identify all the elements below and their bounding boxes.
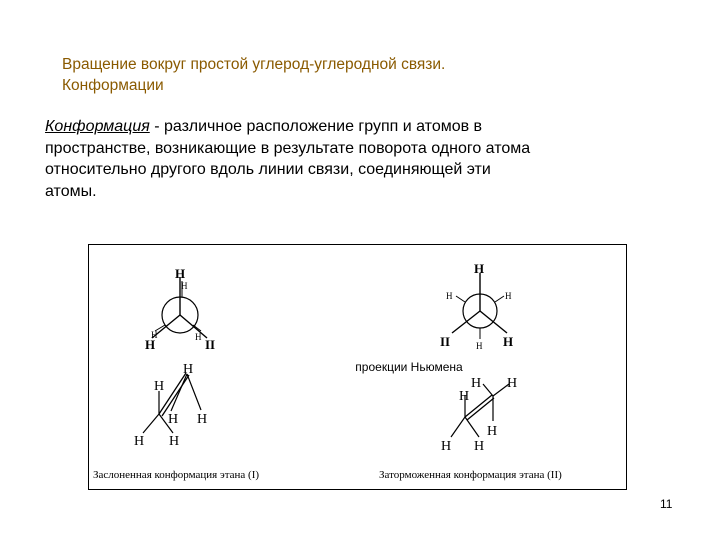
atom-label: H	[446, 291, 453, 301]
atom-label-roman: II	[205, 337, 216, 352]
slide-title	[62, 54, 662, 96]
atom-label: H	[474, 261, 485, 276]
bond	[452, 311, 480, 333]
bond-c-c	[162, 375, 189, 416]
atom-label: H	[471, 376, 482, 391]
atom-label: H	[507, 376, 518, 391]
atom-label: H	[145, 337, 156, 352]
atom-label: H	[505, 291, 512, 301]
newman-projection-eclipsed	[145, 266, 215, 352]
definition-line-4: атомы.	[45, 182, 97, 200]
newman-projection-caption: проекции Ньюмена	[355, 360, 463, 374]
atom-label: H	[459, 389, 470, 404]
title-line-1: Вращение вокруг простой углерод-углеродной связи.	[62, 56, 446, 73]
definition-line-3: относительно другого вдоль линии связи, соединяющей эти	[45, 161, 491, 178]
atom-label: H	[476, 341, 483, 351]
atom-label: H	[195, 332, 202, 342]
conformation-figure	[88, 244, 627, 490]
newman-projection-staggered	[440, 261, 513, 351]
definition-line-1-text: - различное расположение групп и атомов в	[149, 118, 483, 135]
bond	[187, 374, 201, 410]
bond	[465, 417, 479, 437]
bond	[483, 384, 493, 396]
definition-paragraph	[45, 116, 685, 202]
atom-label: H	[197, 412, 208, 427]
atom-label: H	[175, 266, 186, 281]
atom-label: H	[169, 434, 180, 449]
definition-line-1	[45, 116, 685, 138]
bond	[456, 296, 465, 302]
title-line-2: Конформации	[62, 77, 164, 94]
atom-label: H	[151, 330, 158, 340]
bond	[480, 311, 507, 333]
bond-c-c	[467, 398, 494, 420]
definition-line-2: пространстве, возникающие в результате поворота одного атома	[45, 139, 531, 157]
definition-term: Конформация	[45, 118, 150, 135]
atom-label: H	[181, 281, 188, 291]
atom-label-roman: II	[440, 334, 451, 349]
sawhorse-staggered	[441, 376, 517, 454]
bond	[451, 417, 465, 437]
atom-label: H	[154, 379, 165, 394]
page-number: 11	[660, 497, 673, 511]
sawhorse-eclipsed	[134, 362, 207, 449]
atom-label: H	[503, 334, 514, 349]
atom-label: H	[441, 439, 452, 454]
atom-label: H	[487, 424, 498, 439]
atom-label: H	[134, 434, 145, 449]
atom-label: H	[183, 362, 194, 377]
eclipsed-conformation-caption: Заслоненная конформация этана (I)	[93, 469, 260, 481]
bond	[495, 296, 504, 302]
atom-label: H	[168, 412, 179, 427]
bond	[143, 414, 159, 433]
bond	[180, 315, 207, 338]
staggered-conformation-caption: Заторможенная конформация этана (II)	[379, 469, 562, 481]
atom-label: H	[474, 439, 485, 454]
